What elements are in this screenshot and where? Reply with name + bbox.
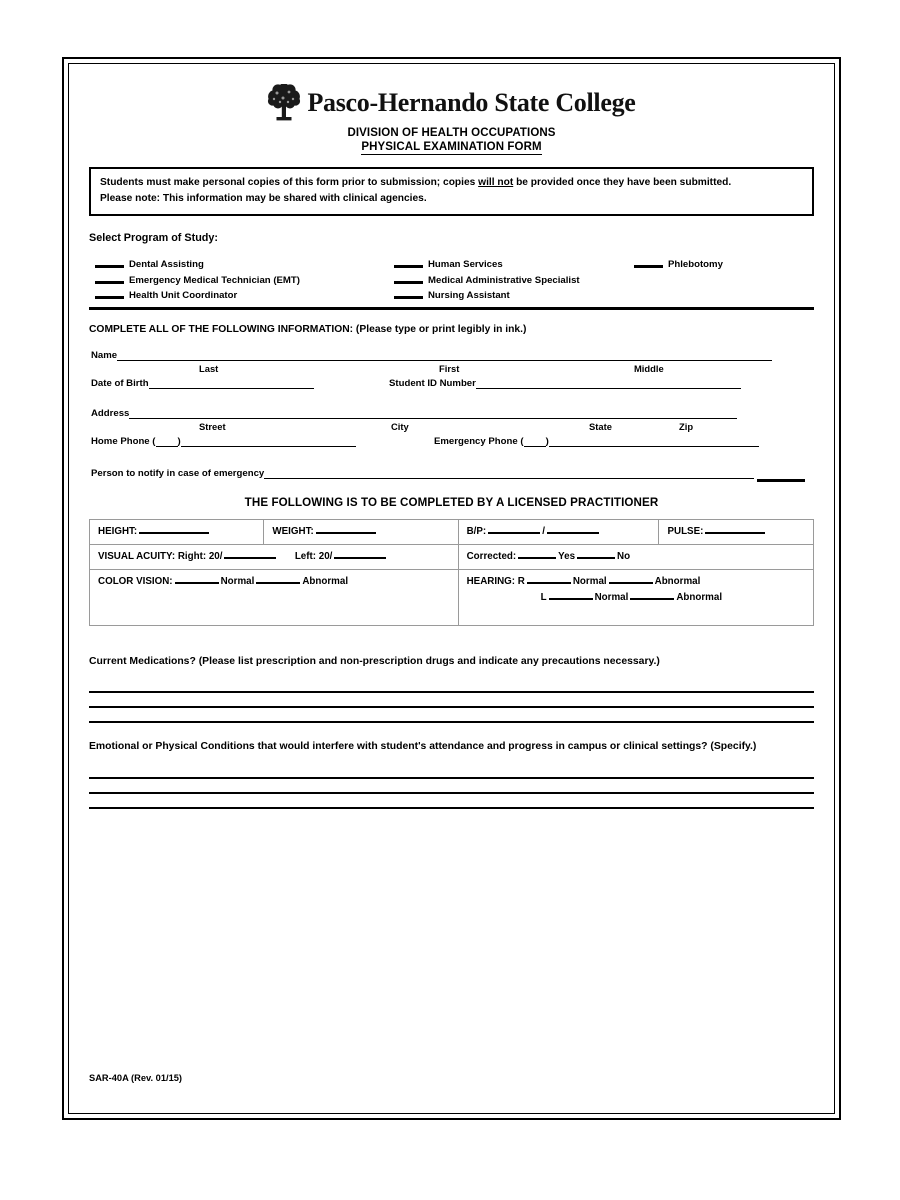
corrected-no-label: No — [617, 550, 631, 562]
hearing-left-row[interactable] — [467, 592, 805, 603]
table-row-vitals — [90, 519, 814, 544]
color-vision-normal-label: Normal — [220, 575, 255, 587]
hearing-label: HEARING: — [466, 575, 516, 587]
college-name: Pasco-Hernando State College — [307, 88, 636, 117]
hearing-right-normal-label: Normal — [572, 575, 607, 587]
emergency-phone-label: Emergency Phone ( — [434, 435, 524, 447]
height-label: HEIGHT: — [98, 525, 138, 537]
program-column-2 — [394, 255, 580, 302]
visual-left-label: Left: 20/ — [294, 550, 333, 562]
answer-line[interactable] — [89, 708, 814, 723]
hearing-left-abnormal-label: Abnormal — [676, 591, 723, 603]
program-column-1 — [95, 255, 300, 302]
oak-tree-logo-icon — [267, 84, 301, 122]
bp-separator: / — [542, 525, 545, 537]
name-sub-middle: Middle — [634, 362, 664, 374]
pulse-label: PULSE: — [667, 525, 704, 537]
color-vision-normal-line[interactable] — [175, 582, 219, 584]
medications-question-text: Current Medications? (Please list prescription and non-prescription drugs and indicate any precautions necessary.) — [89, 655, 660, 667]
date-of-birth-field[interactable] — [91, 377, 314, 389]
height-cell[interactable] — [90, 519, 264, 544]
notice-box — [89, 167, 814, 216]
answer-line[interactable] — [89, 764, 814, 779]
height-input-line[interactable] — [139, 532, 209, 534]
address-sub-city: City — [391, 420, 409, 432]
emergency-phone-area-code-line[interactable] — [524, 435, 546, 447]
college-branding — [89, 84, 814, 122]
home-phone-label: Home Phone ( — [91, 435, 156, 447]
form-title: PHYSICAL EXAMINATION FORM — [361, 141, 542, 153]
emergency-phone-field[interactable] — [434, 435, 759, 447]
home-phone-input-line[interactable] — [181, 435, 356, 447]
visual-right-label: Right: 20/ — [177, 550, 223, 562]
blood-pressure-cell[interactable] — [458, 519, 659, 544]
visual-acuity-label: VISUAL ACUITY: — [98, 550, 176, 562]
visual-left-input-line[interactable] — [334, 557, 386, 559]
program-options-grid — [89, 255, 814, 303]
page-inner-border — [68, 63, 835, 1114]
emergency-contact-input-line[interactable] — [264, 467, 754, 479]
program-label: Medical Administrative Specialist — [428, 274, 580, 286]
answer-line[interactable] — [89, 779, 814, 794]
program-blank-line[interactable] — [394, 265, 423, 268]
hearing-right-row[interactable] — [467, 576, 805, 587]
program-option-dental-assisting[interactable] — [95, 255, 300, 271]
emergency-phone-paren-close: ) — [545, 435, 549, 447]
notice-emphasis: will not — [478, 177, 514, 188]
program-option-emt[interactable] — [95, 270, 300, 286]
program-label: Health Unit Coordinator — [129, 290, 238, 302]
program-blank-line[interactable] — [95, 281, 124, 284]
color-vision-abnormal-line[interactable] — [256, 582, 300, 584]
program-blank-line[interactable] — [394, 281, 423, 284]
visual-right-input-line[interactable] — [224, 557, 276, 559]
answer-line[interactable] — [89, 794, 814, 809]
student-id-label: Student ID Number — [389, 377, 476, 389]
conditions-answer-lines[interactable] — [89, 764, 814, 809]
address-sub-state: State — [589, 420, 612, 432]
program-label: Nursing Assistant — [428, 290, 510, 302]
answer-line[interactable] — [89, 678, 814, 693]
hearing-left-normal-label: Normal — [594, 591, 629, 603]
emergency-contact-field[interactable] — [91, 467, 754, 479]
hearing-right-normal-line[interactable] — [527, 582, 571, 584]
corrected-no-line[interactable] — [577, 557, 615, 559]
program-blank-line[interactable] — [95, 296, 124, 299]
name-sub-last: Last — [199, 362, 219, 374]
conditions-question-rest: that would interfere with student's attendance and progress in campus or clinical settings? (Specify.) — [254, 741, 757, 753]
weight-input-line[interactable] — [316, 532, 376, 534]
corrected-yes-label: Yes — [558, 550, 576, 562]
section-divider — [89, 307, 814, 310]
home-phone-field[interactable] — [91, 435, 356, 447]
hearing-left-normal-line[interactable] — [549, 598, 593, 600]
program-option-human-services[interactable] — [394, 255, 580, 271]
notice-line-1-pre: Students must make personal copies of this form prior to submission; copies — [100, 177, 479, 188]
program-label: Dental Assisting — [129, 259, 204, 271]
program-option-medical-administrative-specialist[interactable] — [394, 270, 580, 286]
color-vision-abnormal-label: Abnormal — [302, 575, 349, 587]
blood-pressure-label: B/P: — [466, 525, 487, 537]
conditions-question-bold: Emotional or Physical Conditions — [89, 741, 255, 753]
name-sub-first: First — [439, 362, 460, 374]
home-phone-paren-close: ) — [177, 435, 181, 447]
notice-line-1 — [100, 175, 803, 191]
corrected-label: Corrected: — [466, 550, 517, 562]
personal-info-fields — [89, 349, 814, 494]
examination-table — [89, 519, 814, 626]
medications-answer-lines[interactable] — [89, 678, 814, 723]
program-column-3 — [634, 255, 723, 271]
weight-cell[interactable] — [264, 519, 458, 544]
division-title: DIVISION OF HEALTH OCCUPATIONS — [347, 127, 556, 139]
color-vision-cell[interactable] — [90, 569, 459, 625]
visual-acuity-cell[interactable] — [90, 544, 459, 569]
conditions-question-text — [89, 739, 814, 755]
emergency-contact-line-tail — [757, 479, 805, 482]
pulse-cell[interactable] — [659, 519, 814, 544]
hearing-right-abnormal-label: Abnormal — [654, 575, 701, 587]
medications-question-block — [89, 654, 814, 724]
program-section-title: Select Program of Study: — [89, 231, 218, 244]
program-label: Emergency Medical Technician (EMT) — [129, 274, 300, 286]
hearing-left-marker: L — [540, 591, 547, 603]
corrected-cell[interactable] — [458, 544, 813, 569]
address-sub-zip: Zip — [679, 420, 694, 432]
form-revision-code: SAR-40A (Rev. 01/15) — [89, 1073, 183, 1083]
address-label: Address — [91, 407, 130, 419]
date-of-birth-label: Date of Birth — [91, 377, 149, 389]
home-phone-area-code-line[interactable] — [156, 435, 178, 447]
student-id-field[interactable] — [389, 377, 741, 389]
table-row-color-vision-hearing — [90, 569, 814, 625]
conditions-question-block — [89, 739, 814, 809]
hearing-right-marker: R — [517, 575, 525, 587]
hearing-cell[interactable] — [458, 569, 813, 625]
program-option-phlebotomy[interactable] — [634, 255, 723, 271]
date-of-birth-input-line[interactable] — [149, 377, 314, 389]
program-option-health-unit-coordinator[interactable] — [95, 286, 300, 302]
form-header — [89, 78, 814, 153]
bp-systolic-input-line[interactable] — [488, 532, 540, 534]
weight-label: WEIGHT: — [272, 525, 314, 537]
hearing-left-abnormal-line[interactable] — [630, 598, 674, 600]
pulse-input-line[interactable] — [705, 532, 765, 534]
table-row-visual-acuity — [90, 544, 814, 569]
name-label: Name — [91, 349, 118, 361]
notice-line-1-post: be provided once they have been submitted. — [513, 177, 732, 188]
page-outer-border — [62, 57, 841, 1120]
emergency-phone-input-line[interactable] — [549, 435, 759, 447]
program-blank-line[interactable] — [394, 296, 423, 299]
practitioner-section-title: THE FOLLOWING IS TO BE COMPLETED BY A LICENSED PRACTITIONER — [244, 495, 659, 509]
answer-line[interactable] — [89, 693, 814, 708]
program-label: Human Services — [428, 259, 503, 271]
form-title-wrap — [89, 141, 814, 153]
bp-diastolic-input-line[interactable] — [547, 532, 599, 534]
hearing-right-abnormal-line[interactable] — [609, 582, 653, 584]
corrected-yes-line[interactable] — [518, 557, 556, 559]
name-field[interactable] — [91, 349, 772, 361]
student-id-input-line[interactable] — [476, 377, 741, 389]
name-input-line[interactable] — [117, 349, 772, 361]
emergency-contact-label: Person to notify in case of emergency — [91, 467, 265, 479]
address-sub-street: Street — [199, 420, 226, 432]
complete-instruction: COMPLETE ALL OF THE FOLLOWING INFORMATION: (Please type or print legibly in ink.) — [89, 323, 527, 335]
address-field[interactable] — [91, 407, 737, 419]
notice-line-2: Please note: This information may be shared with clinical agencies. — [100, 192, 427, 204]
form-sheet — [69, 64, 834, 1113]
color-vision-label: COLOR VISION: — [98, 575, 173, 587]
program-blank-line[interactable] — [634, 265, 663, 268]
address-input-line[interactable] — [129, 407, 737, 419]
program-option-nursing-assistant[interactable] — [394, 286, 580, 302]
program-label: Phlebotomy — [668, 259, 723, 271]
program-blank-line[interactable] — [95, 265, 124, 268]
